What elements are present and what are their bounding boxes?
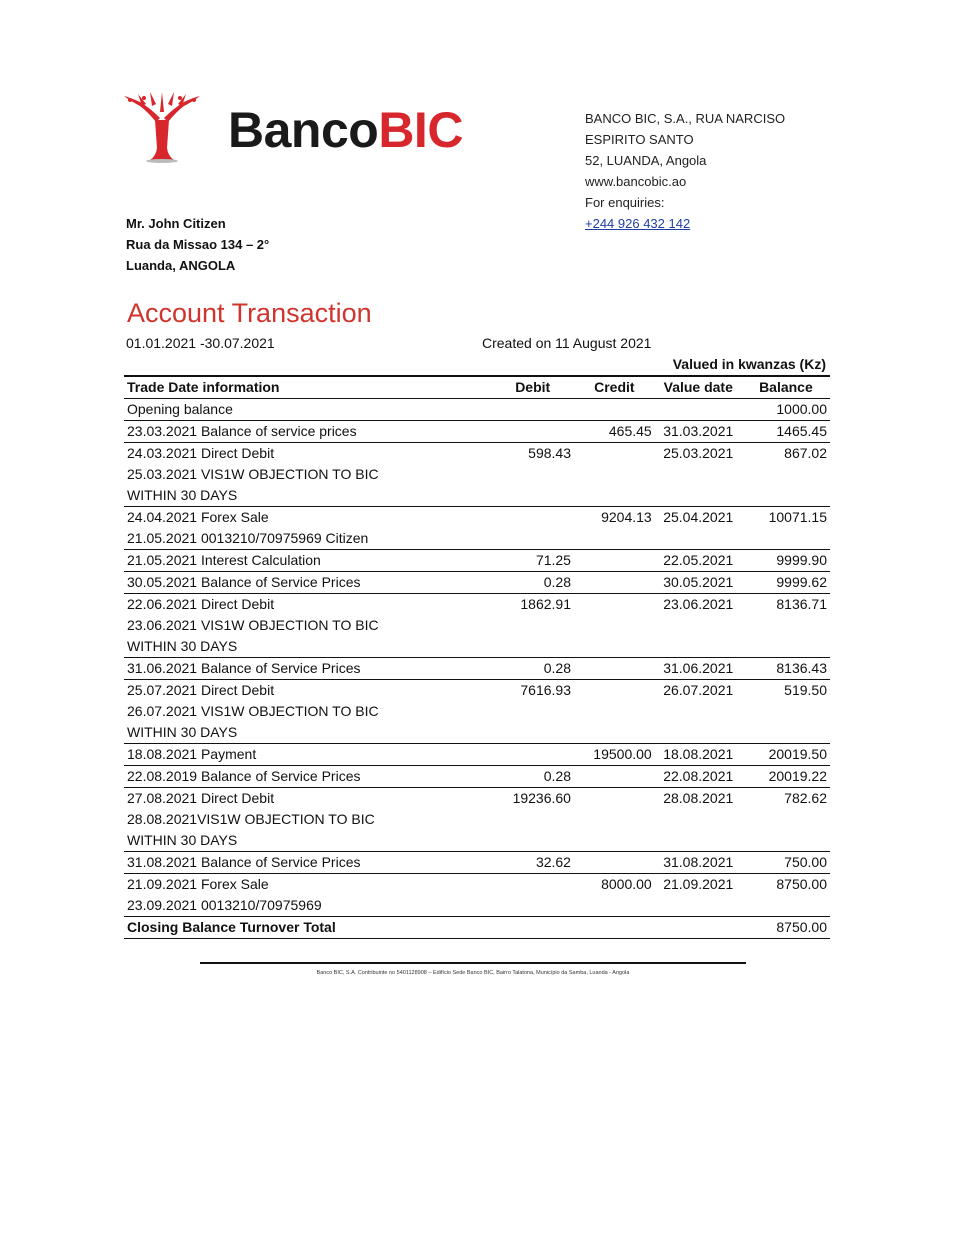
cell-balance: 8750.00 bbox=[776, 876, 827, 892]
cell-debit: 0.28 bbox=[543, 660, 571, 676]
cell-description: 30.05.2021 Balance of Service Prices bbox=[127, 574, 361, 590]
cell-value-date bbox=[655, 528, 742, 550]
transaction-rows bbox=[124, 399, 830, 917]
footer-divider bbox=[200, 962, 746, 964]
cell-balance bbox=[742, 615, 830, 636]
cell-value-date bbox=[655, 701, 742, 722]
cell-balance: 20019.22 bbox=[768, 768, 827, 784]
header-value-date: Value date bbox=[663, 379, 733, 395]
bank-address-line: 52, LUANDA, Angola bbox=[585, 153, 707, 168]
table-row bbox=[124, 572, 830, 594]
cell-description: WITHIN 30 DAYS bbox=[127, 832, 238, 848]
closing-value-date bbox=[655, 917, 742, 939]
cell-description: 23.09.2021 0013210/70975969 bbox=[127, 897, 322, 913]
cell-credit bbox=[574, 594, 655, 616]
cell-balance bbox=[742, 895, 830, 917]
cell-debit bbox=[491, 830, 574, 852]
cell-value-date: 25.03.2021 bbox=[663, 445, 734, 461]
cell-balance: 1465.45 bbox=[776, 423, 827, 439]
table-row bbox=[124, 399, 830, 421]
footer-text: Banco BIC, S.A. Contribuinte no 5401128908 – Edifício Sede Banco BIC, Bairro Talatona, Município da Samba, Luanda - Angola bbox=[316, 970, 630, 976]
cell-debit bbox=[491, 399, 574, 421]
closing-credit bbox=[574, 917, 655, 939]
cell-value-date bbox=[655, 399, 742, 421]
cell-debit bbox=[491, 507, 574, 529]
table-header-row bbox=[124, 376, 830, 399]
table-row bbox=[124, 830, 830, 852]
cell-description: 25.03.2021 VIS1W OBJECTION TO BIC bbox=[127, 466, 379, 482]
cell-description: Opening balance bbox=[127, 401, 233, 417]
created-date: Created on 11 August 2021 bbox=[482, 335, 652, 351]
cell-description: 21.05.2021 Interest Calculation bbox=[127, 552, 321, 568]
cell-debit bbox=[491, 464, 574, 485]
statement-period: 01.01.2021 -30.07.2021 bbox=[126, 335, 275, 351]
table-row bbox=[124, 722, 830, 744]
cell-balance bbox=[742, 830, 830, 852]
cell-description: 22.08.2019 Balance of Service Prices bbox=[127, 768, 361, 784]
cell-debit bbox=[491, 636, 574, 658]
header-balance: Balance bbox=[759, 379, 813, 395]
cell-value-date bbox=[655, 722, 742, 744]
cell-balance: 20019.50 bbox=[768, 746, 827, 762]
cell-balance bbox=[742, 485, 830, 507]
cell-credit: 8000.00 bbox=[601, 876, 652, 892]
cell-credit bbox=[574, 766, 655, 788]
cell-debit bbox=[491, 744, 574, 766]
cell-description: 28.08.2021VIS1W OBJECTION TO BIC bbox=[127, 811, 375, 827]
brand-name bbox=[228, 100, 463, 160]
cell-debit bbox=[491, 722, 574, 744]
cell-balance bbox=[742, 722, 830, 744]
cell-description: 23.03.2021 Balance of service prices bbox=[127, 423, 357, 439]
cell-description: 23.06.2021 VIS1W OBJECTION TO BIC bbox=[127, 617, 379, 633]
cell-balance: 1000.00 bbox=[776, 401, 827, 417]
header-description: Trade Date information bbox=[127, 379, 280, 395]
cell-description: WITHIN 30 DAYS bbox=[127, 487, 238, 503]
cell-credit bbox=[574, 550, 655, 572]
enquiries-label: For enquiries: bbox=[585, 195, 665, 210]
closing-balance-row bbox=[124, 917, 830, 939]
table-row bbox=[124, 895, 830, 917]
table-row bbox=[124, 766, 830, 788]
cell-debit: 0.28 bbox=[543, 574, 571, 590]
cell-balance bbox=[742, 701, 830, 722]
cell-value-date: 28.08.2021 bbox=[663, 790, 734, 806]
cell-credit bbox=[574, 636, 655, 658]
cell-value-date bbox=[655, 615, 742, 636]
brand-name-part1: Banco bbox=[228, 102, 379, 158]
cell-balance: 9999.62 bbox=[776, 574, 827, 590]
table-row bbox=[124, 701, 830, 722]
table-row bbox=[124, 550, 830, 572]
cell-debit: 71.25 bbox=[535, 552, 571, 568]
table-row bbox=[124, 788, 830, 810]
cell-balance: 8136.71 bbox=[776, 596, 827, 612]
cell-value-date bbox=[655, 895, 742, 917]
table-row bbox=[124, 874, 830, 896]
cell-value-date: 22.08.2021 bbox=[663, 768, 734, 784]
cell-value-date: 26.07.2021 bbox=[663, 682, 734, 698]
bank-address-block bbox=[585, 108, 785, 234]
cell-balance: 782.62 bbox=[784, 790, 827, 806]
customer-name: Mr. John Citizen bbox=[126, 216, 226, 231]
cell-debit bbox=[491, 485, 574, 507]
cell-credit bbox=[574, 788, 655, 810]
cell-debit bbox=[491, 874, 574, 896]
transaction-table bbox=[124, 375, 830, 939]
cell-debit: 32.62 bbox=[535, 854, 571, 870]
cell-debit: 0.28 bbox=[543, 768, 571, 784]
table-row bbox=[124, 594, 830, 616]
cell-description: 31.06.2021 Balance of Service Prices bbox=[127, 660, 361, 676]
cell-value-date bbox=[655, 485, 742, 507]
cell-balance: 750.00 bbox=[784, 854, 827, 870]
cell-credit bbox=[574, 701, 655, 722]
cell-debit: 19236.60 bbox=[512, 790, 571, 806]
cell-balance bbox=[742, 528, 830, 550]
cell-description: 18.08.2021 Payment bbox=[127, 746, 257, 762]
cell-description: WITHIN 30 DAYS bbox=[127, 724, 238, 740]
cell-credit bbox=[574, 485, 655, 507]
table-row bbox=[124, 443, 830, 465]
table-row bbox=[124, 852, 830, 874]
cell-value-date: 21.09.2021 bbox=[663, 876, 734, 892]
cell-value-date: 23.06.2021 bbox=[663, 596, 734, 612]
cell-credit bbox=[574, 852, 655, 874]
cell-description: 21.09.2021 Forex Sale bbox=[127, 876, 269, 892]
cell-value-date bbox=[655, 809, 742, 830]
cell-balance bbox=[742, 636, 830, 658]
cell-description: 27.08.2021 Direct Debit bbox=[127, 790, 275, 806]
table-row bbox=[124, 615, 830, 636]
cell-credit bbox=[574, 722, 655, 744]
cell-credit bbox=[574, 895, 655, 917]
cell-credit: 9204.13 bbox=[601, 509, 652, 525]
cell-value-date: 31.08.2021 bbox=[663, 854, 734, 870]
cell-balance: 519.50 bbox=[784, 682, 827, 698]
cell-value-date: 31.06.2021 bbox=[663, 660, 734, 676]
cell-value-date bbox=[655, 636, 742, 658]
cell-balance: 10071.15 bbox=[768, 509, 827, 525]
cell-debit bbox=[491, 809, 574, 830]
cell-credit bbox=[574, 399, 655, 421]
cell-value-date bbox=[655, 464, 742, 485]
customer-address bbox=[126, 213, 269, 276]
cell-description: 25.07.2021 Direct Debit bbox=[127, 682, 275, 698]
brand-name-part2: BIC bbox=[378, 102, 463, 158]
cell-description: 22.06.2021 Direct Debit bbox=[127, 596, 275, 612]
cell-description: 26.07.2021 VIS1W OBJECTION TO BIC bbox=[127, 703, 379, 719]
table-row bbox=[124, 680, 830, 702]
cell-value-date: 22.05.2021 bbox=[663, 552, 734, 568]
cell-balance: 867.02 bbox=[784, 445, 827, 461]
cell-credit bbox=[574, 680, 655, 702]
bank-website: www.bancobic.ao bbox=[585, 174, 687, 189]
table-row bbox=[124, 485, 830, 507]
cell-description: 31.08.2021 Balance of Service Prices bbox=[127, 854, 361, 870]
cell-credit bbox=[574, 615, 655, 636]
cell-description: 24.03.2021 Direct Debit bbox=[127, 445, 275, 461]
table-row bbox=[124, 809, 830, 830]
cell-debit bbox=[491, 701, 574, 722]
bank-logo bbox=[122, 92, 492, 172]
cell-value-date: 30.05.2021 bbox=[663, 574, 734, 590]
cell-debit: 1862.91 bbox=[520, 596, 571, 612]
cell-description: WITHIN 30 DAYS bbox=[127, 638, 238, 654]
customer-city: Luanda, ANGOLA bbox=[126, 258, 236, 273]
cell-value-date: 18.08.2021 bbox=[663, 746, 734, 762]
cell-debit: 598.43 bbox=[528, 445, 571, 461]
closing-debit bbox=[491, 917, 574, 939]
cell-description: 24.04.2021 Forex Sale bbox=[127, 509, 269, 525]
customer-street: Rua da Missao 134 – 2° bbox=[126, 237, 270, 252]
cell-debit bbox=[491, 421, 574, 443]
cell-credit bbox=[574, 464, 655, 485]
cell-credit bbox=[574, 809, 655, 830]
table-row bbox=[124, 507, 830, 529]
cell-balance bbox=[742, 464, 830, 485]
table-row bbox=[124, 528, 830, 550]
phone-link[interactable]: +244 926 432 142 bbox=[585, 216, 691, 231]
cell-credit bbox=[574, 443, 655, 465]
cell-debit bbox=[491, 615, 574, 636]
cell-credit: 465.45 bbox=[608, 423, 652, 439]
cell-balance bbox=[742, 809, 830, 830]
table-row bbox=[124, 658, 830, 680]
table-row bbox=[124, 636, 830, 658]
cell-credit bbox=[574, 658, 655, 680]
cell-description: 21.05.2021 0013210/70975969 Citizen bbox=[127, 530, 369, 546]
table-row bbox=[124, 744, 830, 766]
cell-balance: 9999.90 bbox=[776, 552, 827, 568]
cell-value-date: 25.04.2021 bbox=[663, 509, 734, 525]
table-row bbox=[124, 464, 830, 485]
currency-note: Valued in kwanzas (Kz) bbox=[672, 356, 826, 372]
cell-credit: 19500.00 bbox=[593, 746, 652, 762]
closing-label: Closing Balance Turnover Total bbox=[127, 919, 336, 935]
cell-credit bbox=[574, 528, 655, 550]
header-credit: Credit bbox=[594, 379, 635, 395]
table-row bbox=[124, 421, 830, 443]
cell-debit bbox=[491, 528, 574, 550]
tree-logo-icon bbox=[122, 92, 202, 164]
document-title: Account Transaction bbox=[127, 298, 372, 328]
closing-balance: 8750.00 bbox=[776, 919, 827, 935]
cell-credit bbox=[574, 572, 655, 594]
header-debit: Debit bbox=[515, 379, 551, 395]
cell-debit bbox=[491, 895, 574, 917]
bank-address-line: ESPIRITO SANTO bbox=[585, 132, 694, 147]
cell-balance: 8136.43 bbox=[776, 660, 827, 676]
cell-credit bbox=[574, 830, 655, 852]
cell-value-date bbox=[655, 830, 742, 852]
cell-debit: 7616.93 bbox=[520, 682, 571, 698]
bank-address-line: BANCO BIC, S.A., RUA NARCISO bbox=[585, 111, 786, 126]
cell-value-date: 31.03.2021 bbox=[663, 423, 734, 439]
